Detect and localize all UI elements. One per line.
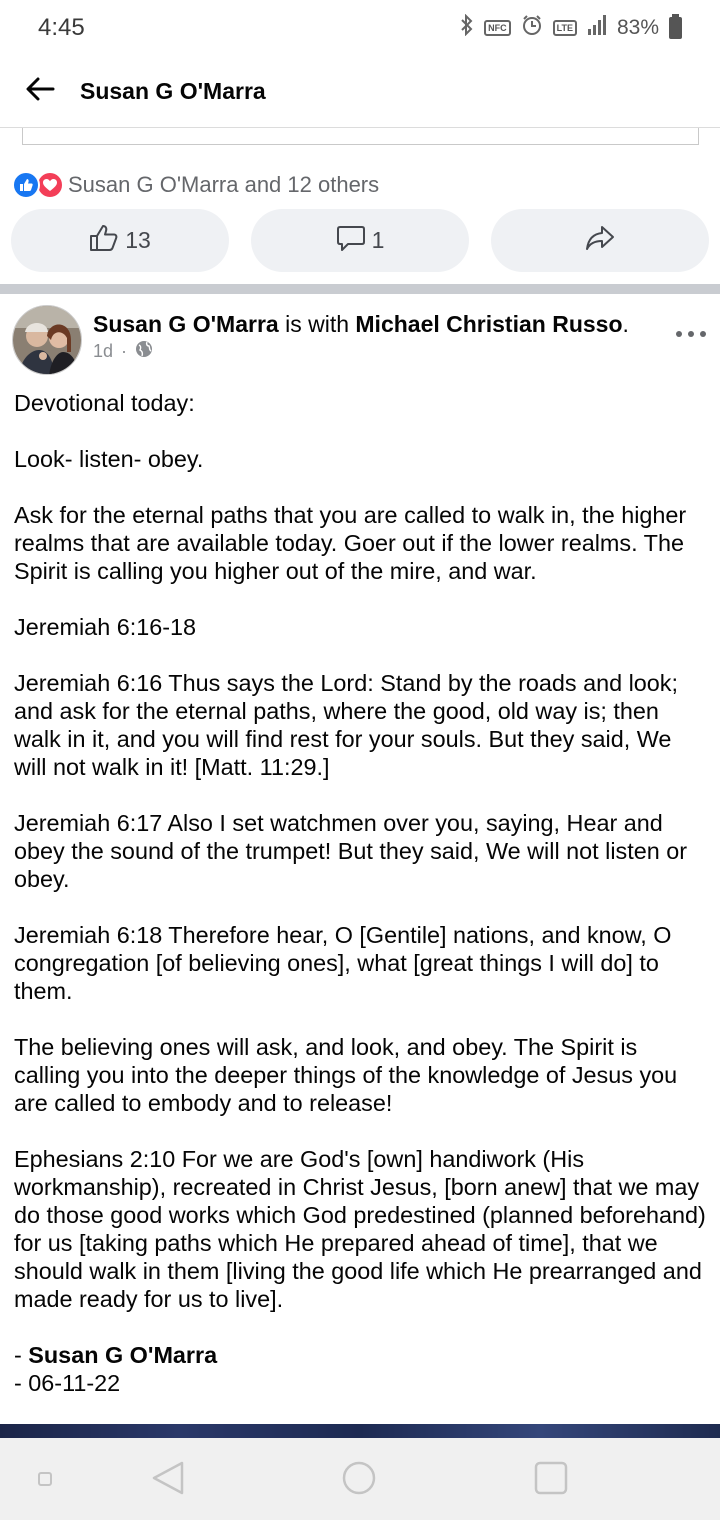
reactions-summary[interactable] [12, 170, 379, 200]
status-icons [460, 14, 682, 42]
status-bar [0, 0, 720, 56]
like-button[interactable] [11, 209, 229, 272]
page-title: Susan G O'Marra [80, 78, 266, 104]
comment-icon [336, 224, 366, 258]
post-paragraph: Ask for the eternal paths that you are called to walk in, the higher realms that are available today. Goer out if the lower realms. The Spirit is calling you higher out of the mire, and war. [14, 502, 687, 584]
post-body [14, 389, 710, 1397]
signature-name: Susan G O'Marra [28, 1342, 218, 1368]
signature-date: - 06-11-22 [14, 1370, 121, 1396]
signature-name-line [14, 1341, 710, 1369]
post-paragraph: Look- listen- obey. [14, 446, 204, 472]
app-header [0, 56, 720, 128]
share-button[interactable] [491, 209, 709, 272]
status-time: 4:45 [38, 14, 85, 41]
arrow-left-icon [25, 77, 55, 106]
signal-icon [587, 15, 607, 41]
like-reaction-icon [12, 171, 40, 199]
more-options-button[interactable] [676, 322, 706, 346]
share-icon [585, 224, 615, 258]
recents-dot-icon[interactable] [38, 1472, 52, 1491]
reaction-summary-text: Susan G O'Marra and 12 others [68, 172, 380, 197]
post-time[interactable]: 1d [93, 341, 114, 361]
comment-button[interactable] [251, 209, 469, 272]
post-header [0, 304, 720, 376]
nfc-icon: NFC [484, 20, 511, 36]
post-paragraph: The believing ones will ask, and look, and obey. The Spirit is calling you into the deeper things of the knowledge of Jesus you are called to embody and to release! [14, 1034, 678, 1116]
alarm-icon [521, 14, 543, 42]
more-dots-icon [676, 331, 682, 337]
post-paragraph: Jeremiah 6:16 Thus says the Lord: Stand by the roads and look; and ask for the eternal paths, where the good, old way is; then walk in it, and you will find rest for your souls. But they said, We will not walk in it! [Matt. 11:29.] [14, 670, 679, 780]
lte-icon: LTE [553, 20, 577, 36]
globe-icon [135, 340, 153, 363]
system-nav-bar [0, 1438, 720, 1520]
nav-recents-icon[interactable] [533, 1460, 569, 1501]
post-paragraph: Ephesians 2:10 For we are God's [own] handiwork (His workmanship), recreated in Christ Jesus, [born anew] that we may do those good works which God predestined (planned beforehand) for us [taking paths which He prepared ahead of time], that we should walk in them [living the good life which He prearranged and made ready for us to live]. [14, 1146, 706, 1312]
post-meta [93, 340, 153, 363]
post-image-edge[interactable] [0, 1424, 720, 1438]
post-divider [0, 284, 720, 294]
back-button[interactable] [0, 56, 80, 128]
bluetooth-icon [460, 14, 474, 42]
love-reaction-icon [36, 171, 64, 199]
nav-back-icon[interactable] [150, 1460, 186, 1501]
thumbs-up-icon [89, 224, 119, 258]
with-text: is with [285, 311, 349, 337]
signature-prefix: - [14, 1342, 29, 1368]
like-count: 13 [125, 227, 151, 253]
separator-dot: · [121, 341, 128, 361]
post-paragraph: Jeremiah 6:18 Therefore hear, O [Gentile] nations, and know, O congregation [of believing ones], what [great things I will do] to them. [14, 922, 672, 1004]
battery-icon [669, 17, 682, 39]
post-author-line [93, 311, 629, 338]
post-author-name[interactable]: Susan G O'Marra [93, 311, 279, 337]
battery-percent: 83% [616, 16, 659, 39]
comment-count: 1 [371, 227, 385, 253]
tagged-person-name[interactable]: Michael Christian Russo [355, 311, 623, 337]
period: . [622, 311, 629, 337]
post-paragraph: Jeremiah 6:16-18 [14, 614, 197, 640]
link-preview-card[interactable] [22, 128, 699, 145]
post-paragraph: Devotional today: [14, 390, 195, 416]
post-actions [11, 209, 709, 272]
post-paragraph: Jeremiah 6:17 Also I set watchmen over you, saying, Hear and obey the sound of the trumpet! But they said, We will not listen or obey. [14, 810, 688, 892]
nav-home-icon[interactable] [341, 1460, 377, 1501]
avatar[interactable] [12, 305, 82, 375]
